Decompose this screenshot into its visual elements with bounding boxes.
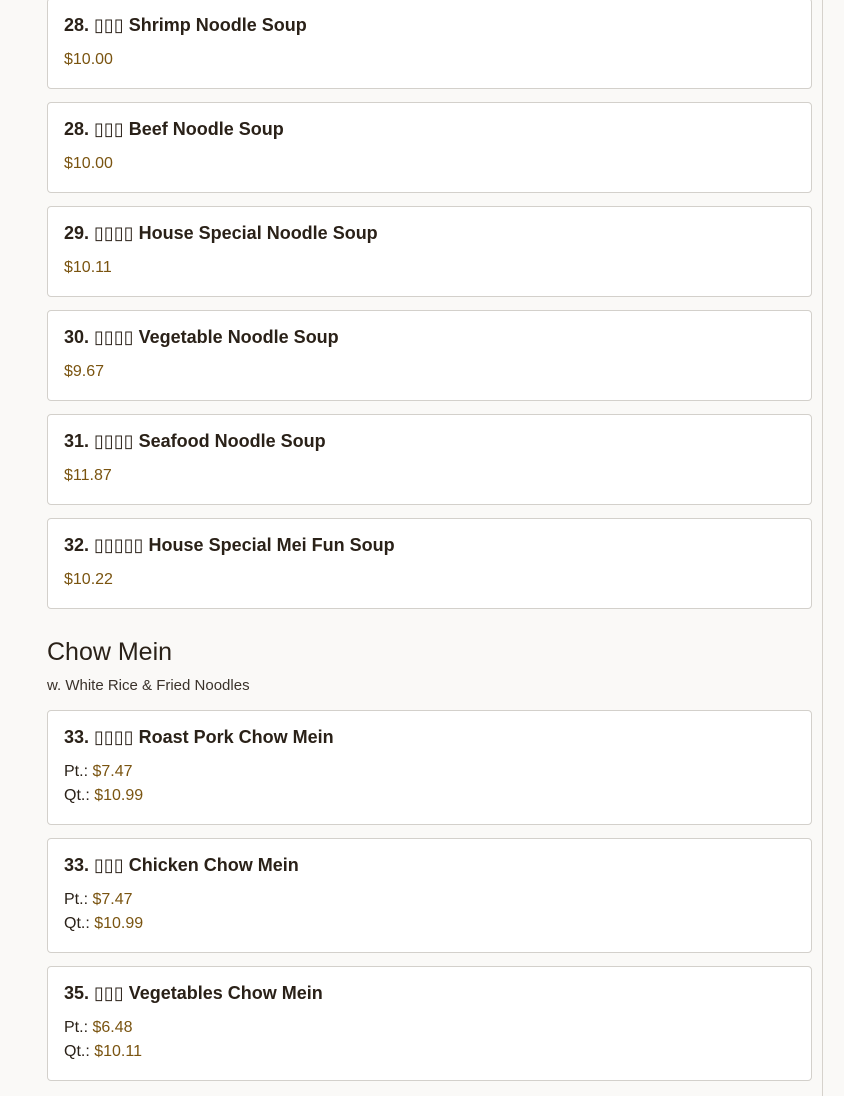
menu-item-name: 33. ▯▯▯▯ Roast Pork Chow Mein	[64, 727, 334, 747]
menu-item-card[interactable]	[47, 206, 812, 297]
menu-item-name: 28. ▯▯▯ Shrimp Noodle Soup	[64, 15, 307, 35]
quart-price: $10.11	[94, 1043, 142, 1060]
pint-price: $6.48	[92, 1019, 133, 1036]
menu-item-card[interactable]	[47, 0, 812, 89]
quart-price: $10.99	[94, 787, 144, 804]
menu-item-name: 31. ▯▯▯▯ Seafood Noodle Soup	[64, 431, 326, 451]
menu-item-name: 35. ▯▯▯ Vegetables Chow Mein	[64, 983, 323, 1003]
menu-item-card[interactable]	[47, 838, 812, 953]
quart-label: Qt.:	[64, 787, 90, 804]
menu-item-name: 28. ▯▯▯ Beef Noodle Soup	[64, 119, 284, 139]
menu-item-name: 29. ▯▯▯▯ House Special Noodle Soup	[64, 223, 378, 243]
menu-item-card[interactable]	[47, 710, 812, 825]
menu-list	[47, 0, 812, 1094]
pint-label: Pt.:	[64, 1019, 89, 1036]
menu-item-price: $10.11	[64, 259, 112, 276]
menu-item-name: 33. ▯▯▯ Chicken Chow Mein	[64, 855, 299, 875]
menu-item-price: $11.87	[64, 467, 112, 484]
quart-label: Qt.:	[64, 915, 90, 932]
page-divider	[822, 0, 823, 1096]
menu-item-price: $10.22	[64, 571, 113, 588]
pint-price: $7.47	[92, 891, 133, 908]
pint-label: Pt.:	[64, 891, 89, 908]
menu-item-price: $10.00	[64, 51, 113, 68]
menu-item-card[interactable]	[47, 966, 812, 1081]
quart-price: $10.99	[94, 915, 144, 932]
section-header-chow-mein	[47, 636, 812, 696]
menu-item-card[interactable]	[47, 310, 812, 401]
quart-label: Qt.:	[64, 1043, 90, 1060]
menu-item-price: $9.67	[64, 363, 105, 380]
menu-item-card[interactable]	[47, 102, 812, 193]
pint-label: Pt.:	[64, 763, 89, 780]
menu-item-card[interactable]	[47, 414, 812, 505]
section-title: Chow Mein	[47, 638, 173, 666]
menu-item-card[interactable]	[47, 518, 812, 609]
menu-item-name: 30. ▯▯▯▯ Vegetable Noodle Soup	[64, 327, 339, 347]
section-subtitle: w. White Rice & Fried Noodles	[47, 677, 250, 694]
pint-price: $7.47	[92, 763, 133, 780]
menu-item-name: 32. ▯▯▯▯▯ House Special Mei Fun Soup	[64, 535, 395, 555]
menu-item-price: $10.00	[64, 155, 113, 172]
